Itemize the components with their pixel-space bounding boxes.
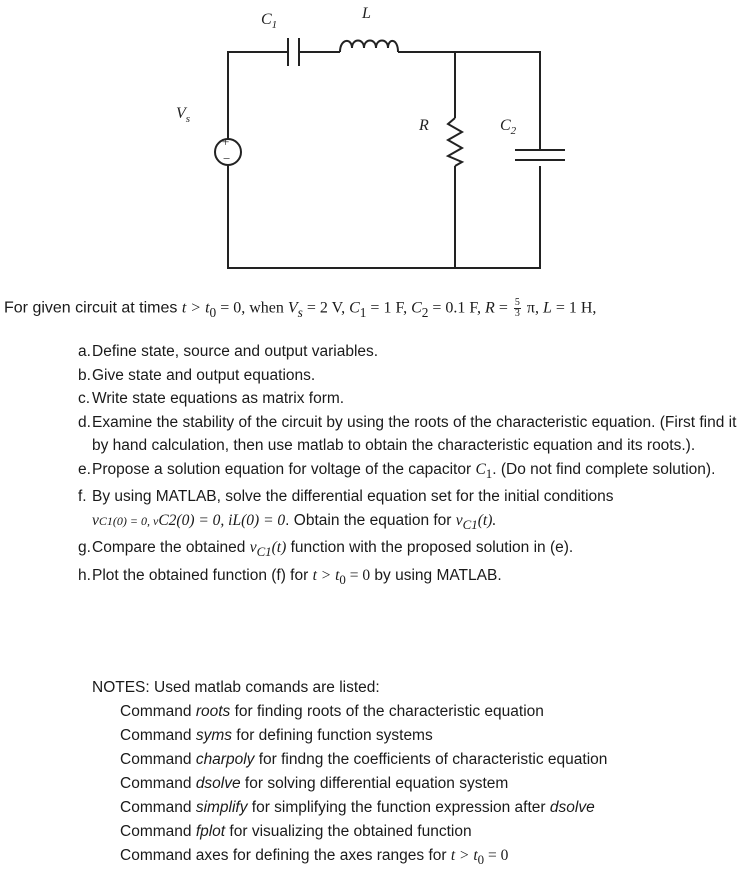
command-line: Command charpoly for findng the coefficients of characteristic equation bbox=[120, 751, 608, 768]
notes-section bbox=[92, 676, 607, 872]
wire-left-top bbox=[228, 52, 288, 140]
list-item: d. Examine the stability of the circuit by using the roots of the characteristic equation. (First find it by hand calculation, then use matlab to obtain the characteristic equation and its roots.). bbox=[78, 413, 737, 454]
fraction-5-3: $\frac{5}{3}$ bbox=[514, 297, 520, 319]
question-list bbox=[60, 340, 750, 591]
label-c1: $C_1$ bbox=[261, 11, 278, 31]
vs-plus: + bbox=[222, 134, 230, 149]
list-item: c. Write state equations as matrix form. bbox=[78, 390, 345, 407]
resistor-zigzag bbox=[448, 118, 462, 166]
command-line: Command simplify for simplifying the function expression after dsolve bbox=[120, 799, 595, 816]
label-r: R bbox=[419, 117, 429, 134]
label-l: L bbox=[362, 5, 371, 22]
wire-right-bottom bbox=[228, 164, 540, 268]
wire-l-to-right bbox=[398, 52, 540, 150]
list-item: f. By using MATLAB, solve the differential equation set for the initial conditions vC1(0) = 0, vC2(0) = 0, iL(0) = 0. Obtain the equation for $v_{C1}(t)$. bbox=[78, 488, 614, 532]
command-line: Command syms for defining function systems bbox=[120, 727, 433, 744]
command-line: Command roots for finding roots of the characteristic equation bbox=[120, 703, 544, 720]
label-c2: $C_2$ bbox=[500, 117, 517, 137]
list-item: g. Compare the obtained $v_{C1}(t)$ function with the proposed solution in (e). bbox=[78, 539, 574, 560]
command-line: Command axes for defining the axes ranges for $t > t_0 = 0$ bbox=[120, 847, 509, 868]
vs-minus: − bbox=[223, 151, 231, 166]
label-vs: $V_s$ bbox=[176, 105, 191, 125]
command-line: Command dsolve for solving differential equation system bbox=[120, 775, 509, 792]
list-item: a. Define state, source and output variables. bbox=[78, 343, 379, 360]
notes-title: NOTES: Used matlab comands are listed: bbox=[92, 679, 380, 696]
list-item: e. Propose a solution equation for voltage of the capacitor $C_1$. (Do not find complete solution). bbox=[78, 460, 716, 481]
inductor-coils bbox=[340, 41, 398, 53]
circuit-diagram bbox=[0, 0, 753, 290]
problem-intro: For given circuit at times $t > t_0 = 0$, when $V_s = 2$ V, $C_1 = 1$ F, $C_2 = 0.1$ F, R = $\frac{5}{3}$ π, L = 1 H, bbox=[4, 297, 597, 320]
list-item: b. Give state and output equations. bbox=[78, 366, 316, 384]
command-line: Command fplot for visualizing the obtained function bbox=[120, 823, 472, 840]
list-item: h. Plot the obtained function (f) for $t > t_0 = 0$ by using MATLAB. bbox=[78, 566, 502, 587]
